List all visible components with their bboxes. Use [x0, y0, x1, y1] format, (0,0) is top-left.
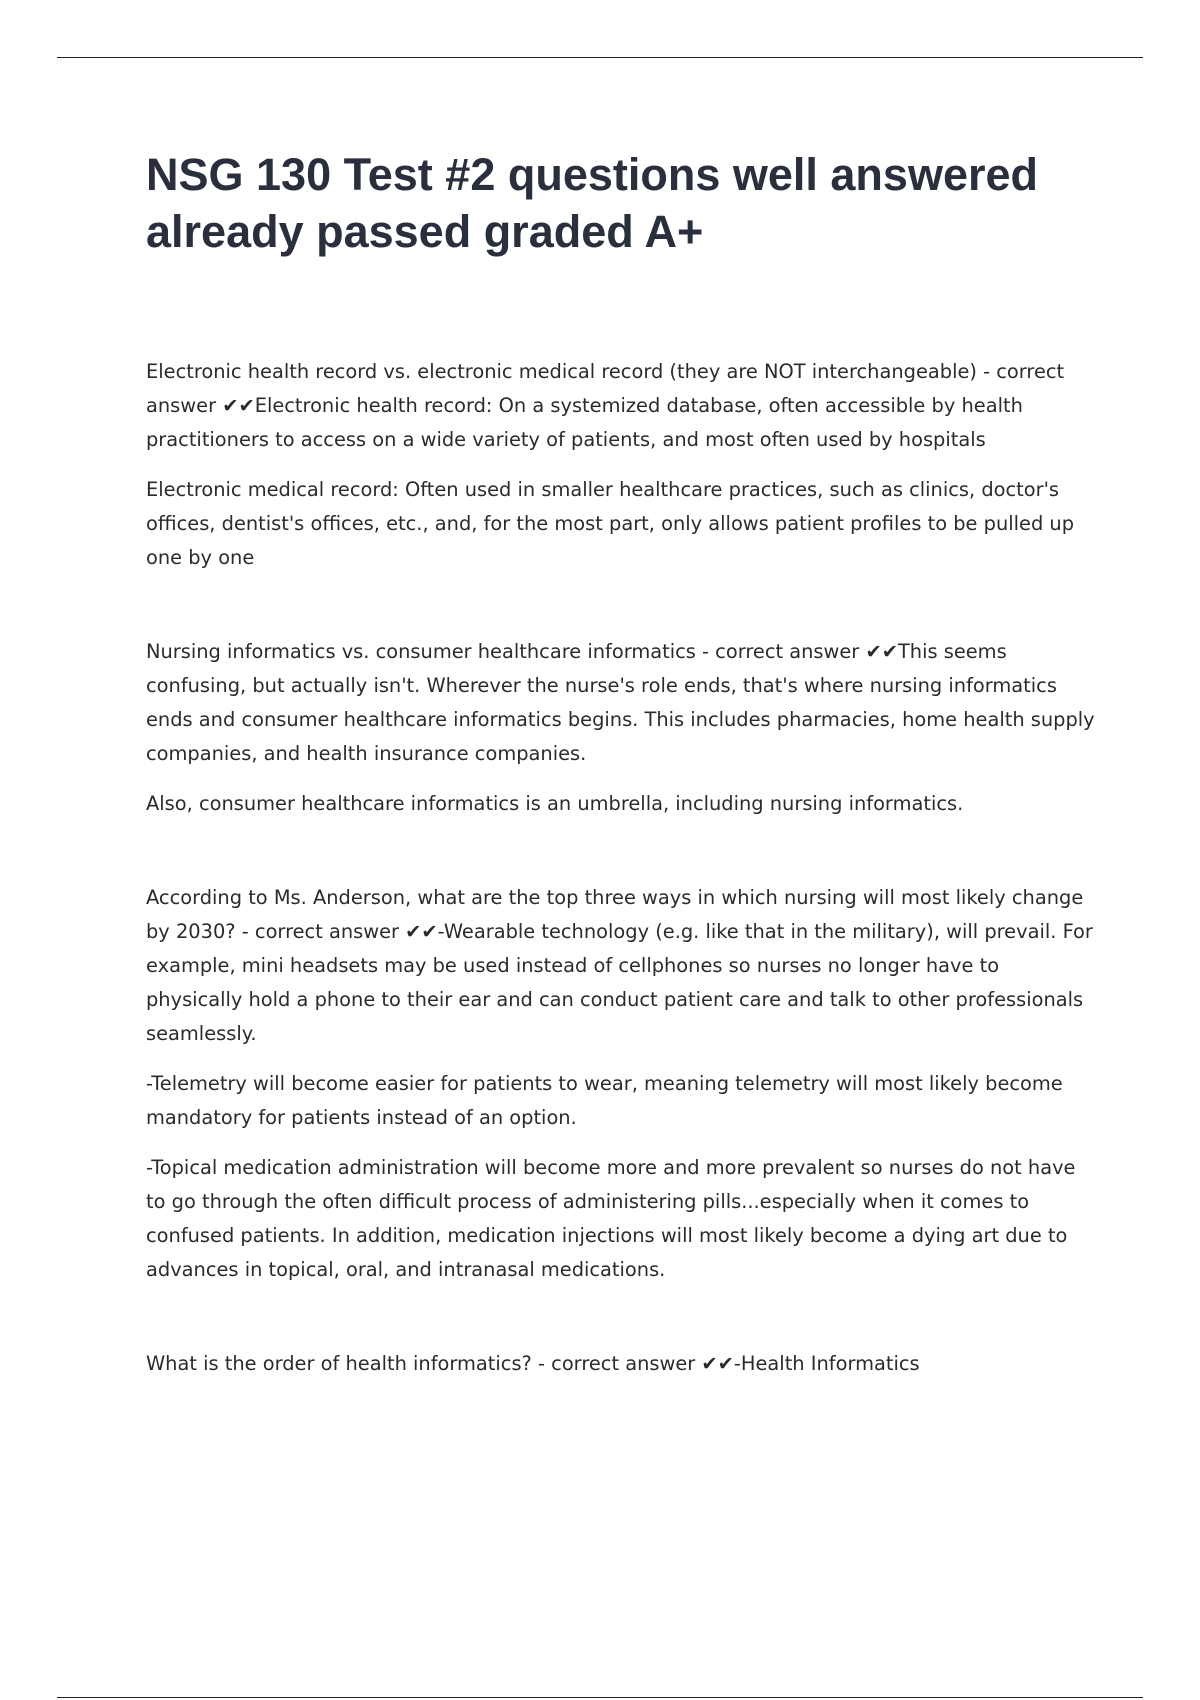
qa-list [146, 355, 1096, 1381]
qa-paragraph: Electronic health record vs. electronic medical record (they are NOT interchangeable) - correct answer ✔✔Electronic health record: On a systemized database, often accessible by health practitioners to access on a wide variety of patients, and most often used by hospitals [146, 360, 1065, 451]
qa-item [146, 881, 1096, 1287]
qa-item [146, 635, 1096, 821]
qa-paragraph: -Topical medication administration will become more and more prevalent so nurses do not have to go through the often difficult process of administering pills...especially when it comes to confused patients. In addition, medication injections will most likely become a dying art due to advances in topical, oral, and intranasal medications. [146, 1156, 1076, 1281]
document-body [146, 146, 1096, 1381]
qa-paragraph: Nursing informatics vs. consumer healthcare informatics - correct answer ✔✔This seems confusing, but actually isn't. Wherever the nurse's role ends, that's where nursing informatics ends and consumer healthcare informatics begins. This includes pharmacies, home health supply companies, and health insurance companies. [146, 640, 1095, 765]
page-title: NSG 130 Test #2 questions well answered already passed graded A+ [146, 149, 1039, 257]
bottom-rule [57, 1697, 1143, 1698]
qa-paragraph: Also, consumer healthcare informatics is an umbrella, including nursing informatics. [146, 792, 964, 815]
top-rule [57, 57, 1143, 58]
qa-paragraph: -Telemetry will become easier for patients to wear, meaning telemetry will most likely become mandatory for patients instead of an option. [146, 1072, 1063, 1129]
qa-item [146, 1347, 1096, 1381]
qa-item [146, 355, 1096, 575]
qa-paragraph: Electronic medical record: Often used in smaller healthcare practices, such as clinics, doctor's offices, dentist's offices, etc., and, for the most part, only allows patient profiles to be pulled up one by one [146, 478, 1075, 569]
qa-paragraph: What is the order of health informatics? - correct answer ✔✔-Health Informatics [146, 1352, 920, 1375]
qa-paragraph: According to Ms. Anderson, what are the top three ways in which nursing will most likely change by 2030? - correct answer ✔✔-Wearable technology (e.g. like that in the military), will prevail. For example, mini headsets may be used instead of cellphones so nurses no longer have to physically hold a phone to their ear and can conduct patient care and talk to other professionals seamlessly. [146, 886, 1093, 1045]
